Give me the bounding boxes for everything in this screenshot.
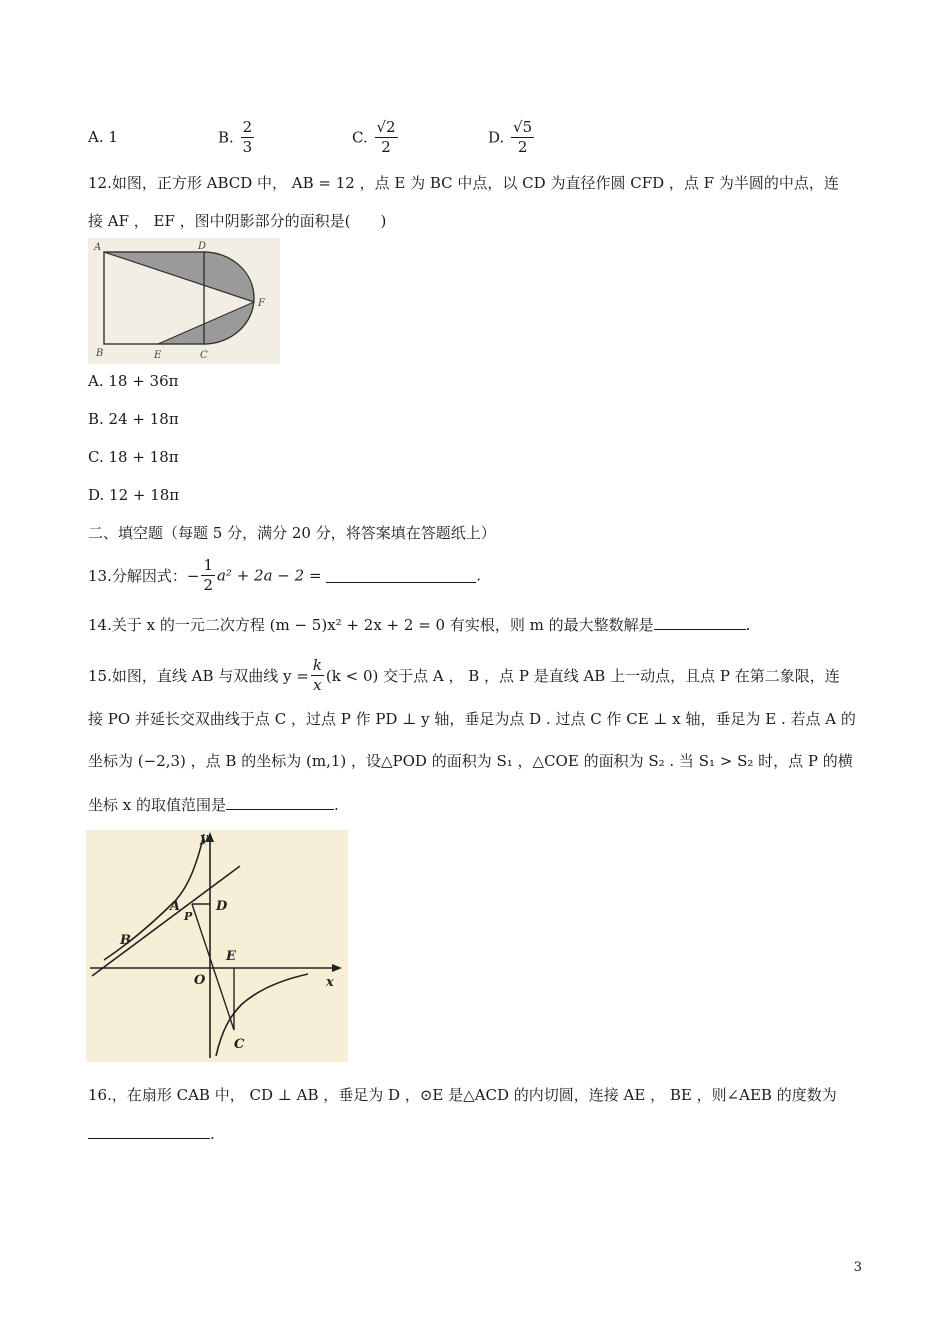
q15-label-o: O	[194, 973, 206, 988]
q15-text-line1: 15.如图，直线 AB 与双曲线 y = $\frac{k}{x}$ (k < 0) 交于点 A ， B ，点 P 是直线 AB 上一动点，且点 P 在第二象限，连	[88, 656, 840, 694]
q12-label-e: E	[154, 350, 162, 361]
q11-option-a: A. 1	[88, 128, 118, 146]
q15-label-b: B	[120, 933, 131, 948]
q11-option-d: D. $\frac{√5}{2}$	[488, 118, 533, 156]
q12-text-line1: 12.如图，正方形 ABCD 中， AB = 12 ，点 E 为 BC 中点，以 CD 为直径作圆 CFD ，点 F 为半圆的中点，连	[88, 174, 839, 192]
q15-label-x: x	[326, 975, 334, 990]
q15-text-line4: 坐标 x 的取值范围是 .	[88, 796, 339, 814]
q12-option-c: C. 18 + 18π	[88, 448, 179, 466]
q12-label-a: A	[94, 242, 102, 253]
q11-option-c: C. $\frac{√2}{2}$	[352, 118, 396, 156]
q15-label-p: P	[184, 910, 193, 923]
q15-label-e: E	[226, 949, 236, 964]
q14-text: 14.关于 x 的一元二次方程 (m − 5)x² + 2x + 2 = 0 有实根，则 m 的最大整数解是 .	[88, 616, 751, 634]
q12-option-b: B. 24 + 18π	[88, 410, 179, 428]
q15-answer-blank	[226, 795, 334, 810]
q16-text-line2: .	[88, 1124, 215, 1143]
q13-text: 13.分解因式：− $\frac{1}{2}$ a² + 2a − 2 = .	[88, 556, 482, 594]
q12-label-c: C	[200, 350, 208, 361]
q15-figure	[86, 830, 348, 1062]
q12-option-d: D. 12 + 18π	[88, 486, 180, 504]
section-heading: 二、填空题（每题 5 分，满分 20 分，将答案填在答题纸上）	[88, 524, 496, 542]
q12-figure	[88, 238, 280, 364]
q12-label-f: F	[258, 298, 265, 309]
q14-answer-blank	[654, 615, 746, 630]
q11-option-b: B. $\frac{2}{3}$	[218, 118, 253, 156]
q12-label-b: B	[96, 348, 104, 359]
q15-label-a: A	[170, 899, 181, 914]
q12-option-a: A. 18 + 36π	[88, 372, 179, 390]
q12-text-line2: 接 AF ， EF ，图中阴影部分的面积是( )	[88, 212, 387, 230]
q13-answer-blank	[326, 568, 476, 583]
q15-text-line3: 坐标为 (−2,3) ，点 B 的坐标为 (m,1) ，设△POD 的面积为 S₁ ，△COE 的面积为 S₂ . 当 S₁ > S₂ 时，点 P 的横	[88, 752, 853, 770]
q16-text-line1: 16.，在扇形 CAB 中， CD ⊥ AB ，垂足为 D ，⊙E 是△ACD 的内切圆，连接 AE ， BE ，则∠AEB 的度数为	[88, 1086, 837, 1104]
q15-label-c: C	[234, 1037, 245, 1052]
q15-label-y: y	[200, 831, 208, 846]
q12-label-d: D	[198, 241, 207, 252]
q16-answer-blank	[88, 1124, 210, 1139]
q15-label-d: D	[216, 899, 228, 914]
page-number: 3	[853, 1260, 862, 1275]
q15-text-line2: 接 PO 并延长交双曲线于点 C ，过点 P 作 PD ⊥ y 轴，垂足为点 D . 过点 C 作 CE ⊥ x 轴，垂足为 E . 若点 A 的	[88, 710, 856, 728]
